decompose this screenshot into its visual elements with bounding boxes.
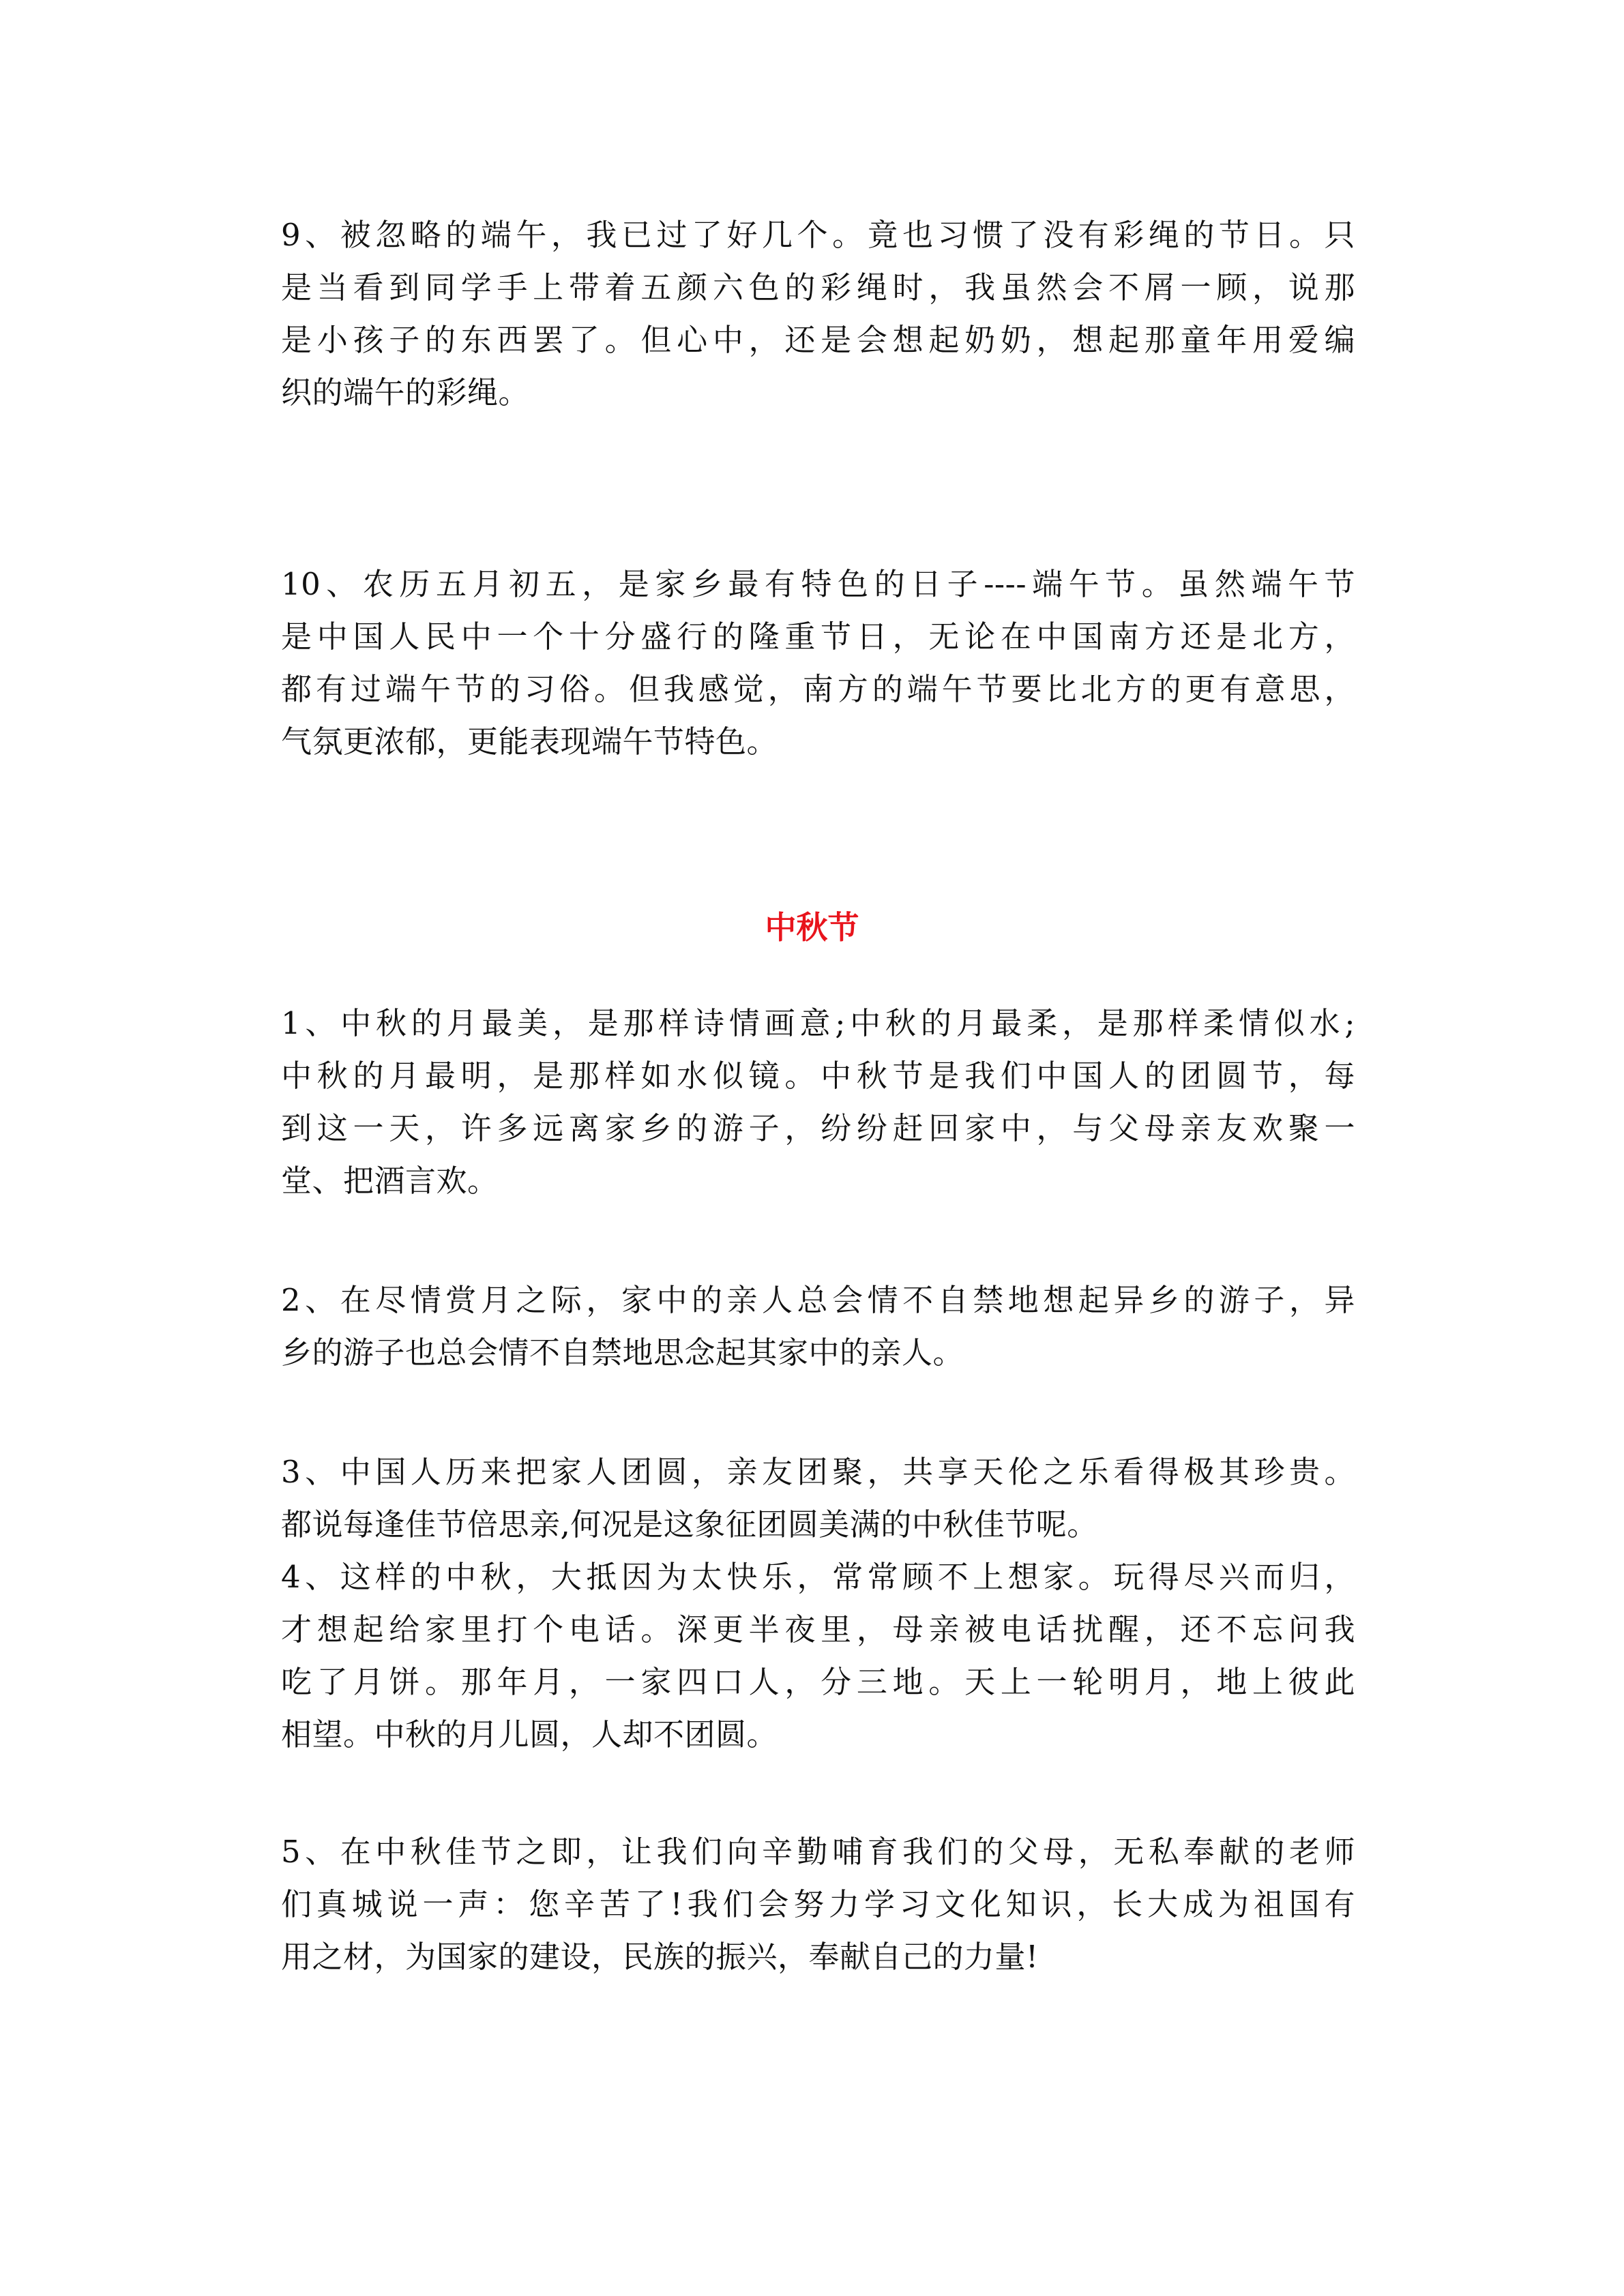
paragraph-line: 是小孩子的东西罢了。但心中，还是会想起奶奶，想起那童年用爱编 xyxy=(281,322,1355,358)
paragraph-line: 才想起给家里打个电话。深更半夜里，母亲被电话扰醒，还不忘问我 xyxy=(281,1611,1355,1648)
zhongqiu-paragraph-2 xyxy=(281,1274,1355,1379)
paragraph-line: 3、中国人历来把家人团圆，亲友团聚，共享天伦之乐看得极其珍贵。 xyxy=(281,1454,1355,1490)
zhongqiu-paragraph-1 xyxy=(281,997,1355,1207)
paragraph-line: 织的端午的彩绳。 xyxy=(281,374,530,411)
paragraph-line: 都说每逢佳节倍思亲,何况是这象征团圆美满的中秋佳节呢。 xyxy=(281,1506,1098,1542)
paragraph-line: 气氛更浓郁，更能表现端午节特色。 xyxy=(281,724,778,760)
paragraph-line: 吃了月饼。那年月，一家四口人，分三地。天上一轮明月，地上彼此 xyxy=(281,1664,1355,1700)
paragraph-line: 4、这样的中秋，大抵因为太快乐，常常顾不上想家。玩得尽兴而归， xyxy=(281,1559,1355,1595)
zhongqiu-paragraph-4 xyxy=(281,1551,1355,1761)
paragraph-line: 乡的游子也总会情不自禁地思念起其家中的亲人。 xyxy=(281,1335,964,1371)
paragraph-line: 是当看到同学手上带着五颜六色的彩绳时，我虽然会不屑一顾，说那 xyxy=(281,269,1355,305)
paragraph-line: 们真城说一声：您辛苦了!我们会努力学习文化知识，长大成为祖国有 xyxy=(281,1886,1355,1922)
paragraph-line: 10、农历五月初五，是家乡最有特色的日子----端午节。虽然端午节 xyxy=(281,566,1355,602)
duanwu-paragraph-10 xyxy=(281,558,1355,768)
paragraph-line: 堂、把酒言欢。 xyxy=(281,1163,499,1199)
section-heading-zhongqiu: 中秋节 xyxy=(765,909,859,946)
paragraph-line: 5、在中秋佳节之即，让我们向辛勤哺育我们的父母，无私奉献的老师 xyxy=(281,1834,1355,1870)
paragraph-line: 都有过端午节的习俗。但我感觉，南方的端午节要比北方的更有意思， xyxy=(281,671,1355,707)
zhongqiu-paragraph-3 xyxy=(281,1446,1355,1551)
duanwu-paragraph-9 xyxy=(281,209,1355,419)
paragraph-line: 用之材，为国家的建设，民族的振兴，奉献自己的力量! xyxy=(281,1939,1039,1975)
paragraph-line: 是中国人民中一个十分盛行的隆重节日，无论在中国南方还是北方， xyxy=(281,618,1355,655)
paragraph-line: 1、中秋的月最美，是那样诗情画意;中秋的月最柔，是那样柔情似水; xyxy=(281,1005,1355,1041)
paragraph-line: 中秋的月最明，是那样如水似镜。中秋节是我们中国人的团圆节，每 xyxy=(281,1058,1355,1094)
paragraph-line: 2、在尽情赏月之际，家中的亲人总会情不自禁地想起异乡的游子，异 xyxy=(281,1282,1355,1318)
paragraph-line: 9、被忽略的端午，我已过了好几个。竟也习惯了没有彩绳的节日。只 xyxy=(281,217,1355,253)
zhongqiu-paragraph-5 xyxy=(281,1825,1355,1983)
paragraph-line: 相望。中秋的月儿圆，人却不团圆。 xyxy=(281,1716,778,1753)
paragraph-line: 到这一天，许多远离家乡的游子，纷纷赶回家中，与父母亲友欢聚一 xyxy=(281,1110,1355,1146)
